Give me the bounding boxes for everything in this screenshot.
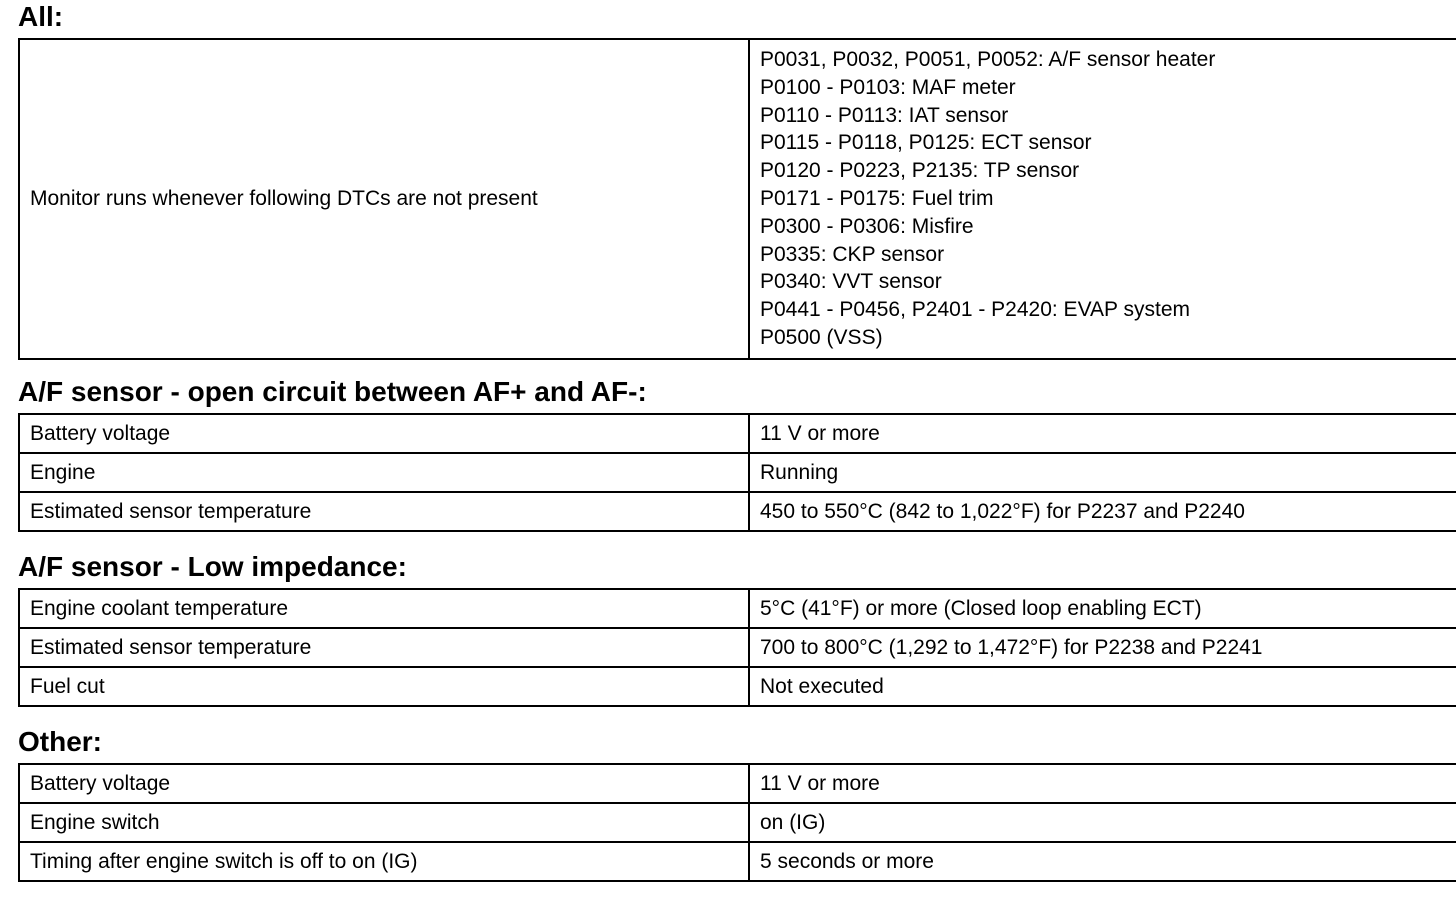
condition-cell: Fuel cut xyxy=(19,667,749,706)
value-cell: 11 V or more xyxy=(749,764,1456,803)
condition-cell: Battery voltage xyxy=(19,764,749,803)
value-cell: 5 seconds or more xyxy=(749,842,1456,881)
dtc-item: P0300 - P0306: Misfire xyxy=(760,214,974,238)
condition-cell: Engine switch xyxy=(19,803,749,842)
condition-cell: Engine xyxy=(19,453,749,492)
conditions-table-af-low-impedance xyxy=(18,588,1456,707)
condition-cell: Estimated sensor temperature xyxy=(19,492,749,531)
condition-cell: Timing after engine switch is off to on (IG) xyxy=(19,842,749,881)
table-row xyxy=(19,764,1456,803)
value-cell: 11 V or more xyxy=(749,414,1456,453)
section-title-other: Other: xyxy=(18,726,102,757)
dtc-item: P0340: VVT sensor xyxy=(760,270,942,294)
condition-cell: Engine coolant temperature xyxy=(19,589,749,628)
dtc-item: P0500 (VSS) xyxy=(760,325,883,349)
table-row xyxy=(19,842,1456,881)
table-row xyxy=(19,628,1456,667)
dtc-item: P0110 - P0113: IAT sensor xyxy=(760,103,1009,127)
value-cell: Not executed xyxy=(749,667,1456,706)
dtc-item: P0031, P0032, P0051, P0052: A/F sensor heater xyxy=(760,48,1216,71)
dtc-item: P0335: CKP sensor xyxy=(760,242,945,266)
table-row xyxy=(19,492,1456,531)
dtc-item: P0441 - P0456, P2401 - P2420: EVAP system xyxy=(760,298,1190,322)
table-row xyxy=(19,589,1456,628)
section-title-all: All: xyxy=(18,1,64,32)
condition-cell: Monitor runs whenever following DTCs are not present xyxy=(19,39,749,359)
value-cell: 5°C (41°F) or more (Closed loop enabling ECT) xyxy=(749,589,1456,628)
table-row xyxy=(19,803,1456,842)
value-cell: 450 to 550°C (842 to 1,022°F) for P2237 and P2240 xyxy=(749,492,1456,531)
section-title-af-open-circuit: A/F sensor - open circuit between AF+ and AF-: xyxy=(18,376,647,407)
condition-cell: Battery voltage xyxy=(19,414,749,453)
condition-cell: Estimated sensor temperature xyxy=(19,628,749,667)
conditions-table-other xyxy=(18,763,1456,882)
section-title-af-low-impedance: A/F sensor - Low impedance: xyxy=(18,551,407,582)
table-row xyxy=(19,39,1456,359)
conditions-table-af-open-circuit xyxy=(18,413,1456,532)
dtc-list-cell xyxy=(749,39,1456,359)
section-all xyxy=(18,0,63,34)
dtc-item: P0171 - P0175: Fuel trim xyxy=(760,186,994,210)
value-cell: 700 to 800°C (1,292 to 1,472°F) for P2238 and P2241 xyxy=(749,628,1456,667)
dtc-item: P0100 - P0103: MAF meter xyxy=(760,75,1016,99)
dtc-item: P0120 - P0223, P2135: TP sensor xyxy=(760,159,1080,183)
table-row xyxy=(19,453,1456,492)
value-cell: Running xyxy=(749,453,1456,492)
value-cell: on (IG) xyxy=(749,803,1456,842)
table-row xyxy=(19,414,1456,453)
dtc-item: P0115 - P0118, P0125: ECT sensor xyxy=(760,131,1092,155)
conditions-table-all xyxy=(18,38,1456,360)
table-row xyxy=(19,667,1456,706)
